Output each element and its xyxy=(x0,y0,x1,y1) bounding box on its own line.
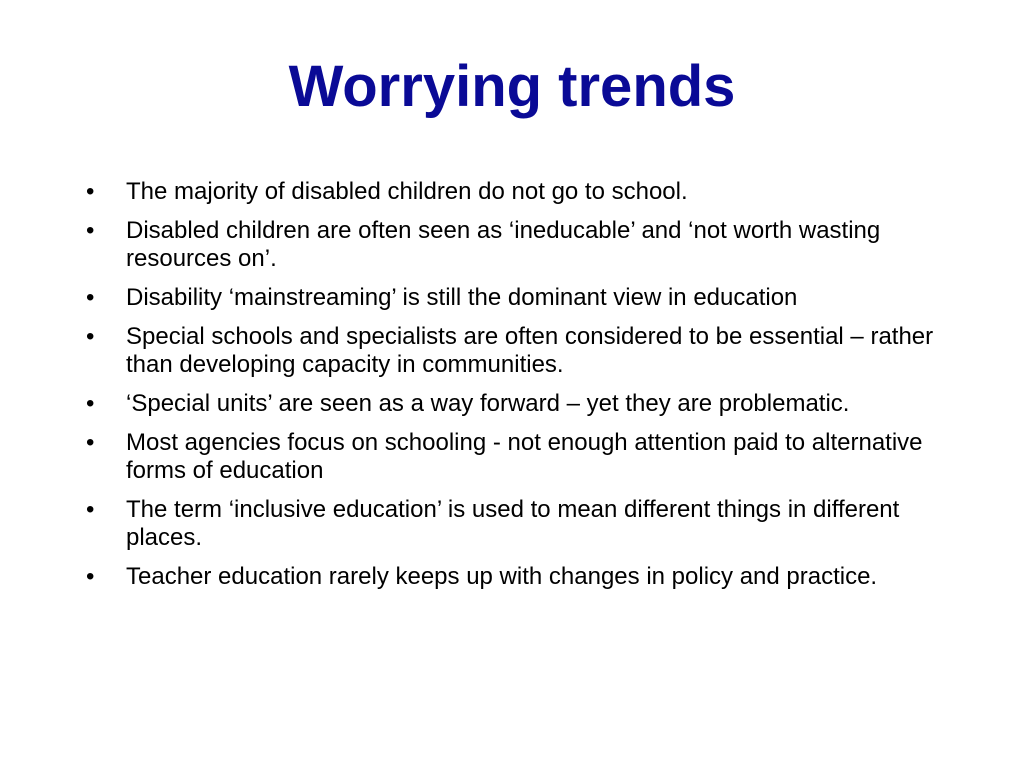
bullet-text: Special schools and specialists are often considered to be essential – rather than developing capacity in communities. xyxy=(126,323,934,378)
bullet-icon: • xyxy=(86,178,95,205)
bullet-text: The majority of disabled children do not go to school. xyxy=(126,178,688,205)
bullet-item xyxy=(86,390,966,418)
bullet-icon: • xyxy=(86,429,95,456)
bullet-item xyxy=(86,496,966,552)
bullet-icon: • xyxy=(86,563,95,590)
bullet-text: Most agencies focus on schooling - not enough attention paid to alternative forms of education xyxy=(126,429,923,484)
bullet-text: Disability ‘mainstreaming’ is still the dominant view in education xyxy=(126,284,798,311)
bullet-item xyxy=(86,323,966,379)
bullet-text: ‘Special units’ are seen as a way forward – yet they are problematic. xyxy=(126,390,850,417)
bullet-item xyxy=(86,284,966,312)
bullet-item xyxy=(86,429,966,485)
bullet-list xyxy=(86,178,966,602)
bullet-icon: • xyxy=(86,217,95,244)
bullet-text: Teacher education rarely keeps up with changes in policy and practice. xyxy=(126,563,878,590)
bullet-text: Disabled children are often seen as ‘ineducable’ and ‘not worth wasting resources on’. xyxy=(126,217,881,272)
slide-title: Worrying trends xyxy=(288,54,736,119)
bullet-icon: • xyxy=(86,496,95,523)
bullet-icon: • xyxy=(86,390,95,417)
bullet-item xyxy=(86,217,966,273)
bullet-item xyxy=(86,563,966,591)
bullet-item xyxy=(86,178,966,206)
bullet-text: The term ‘inclusive education’ is used to mean different things in different places. xyxy=(126,496,900,551)
bullet-icon: • xyxy=(86,284,95,311)
bullet-icon: • xyxy=(86,323,95,350)
